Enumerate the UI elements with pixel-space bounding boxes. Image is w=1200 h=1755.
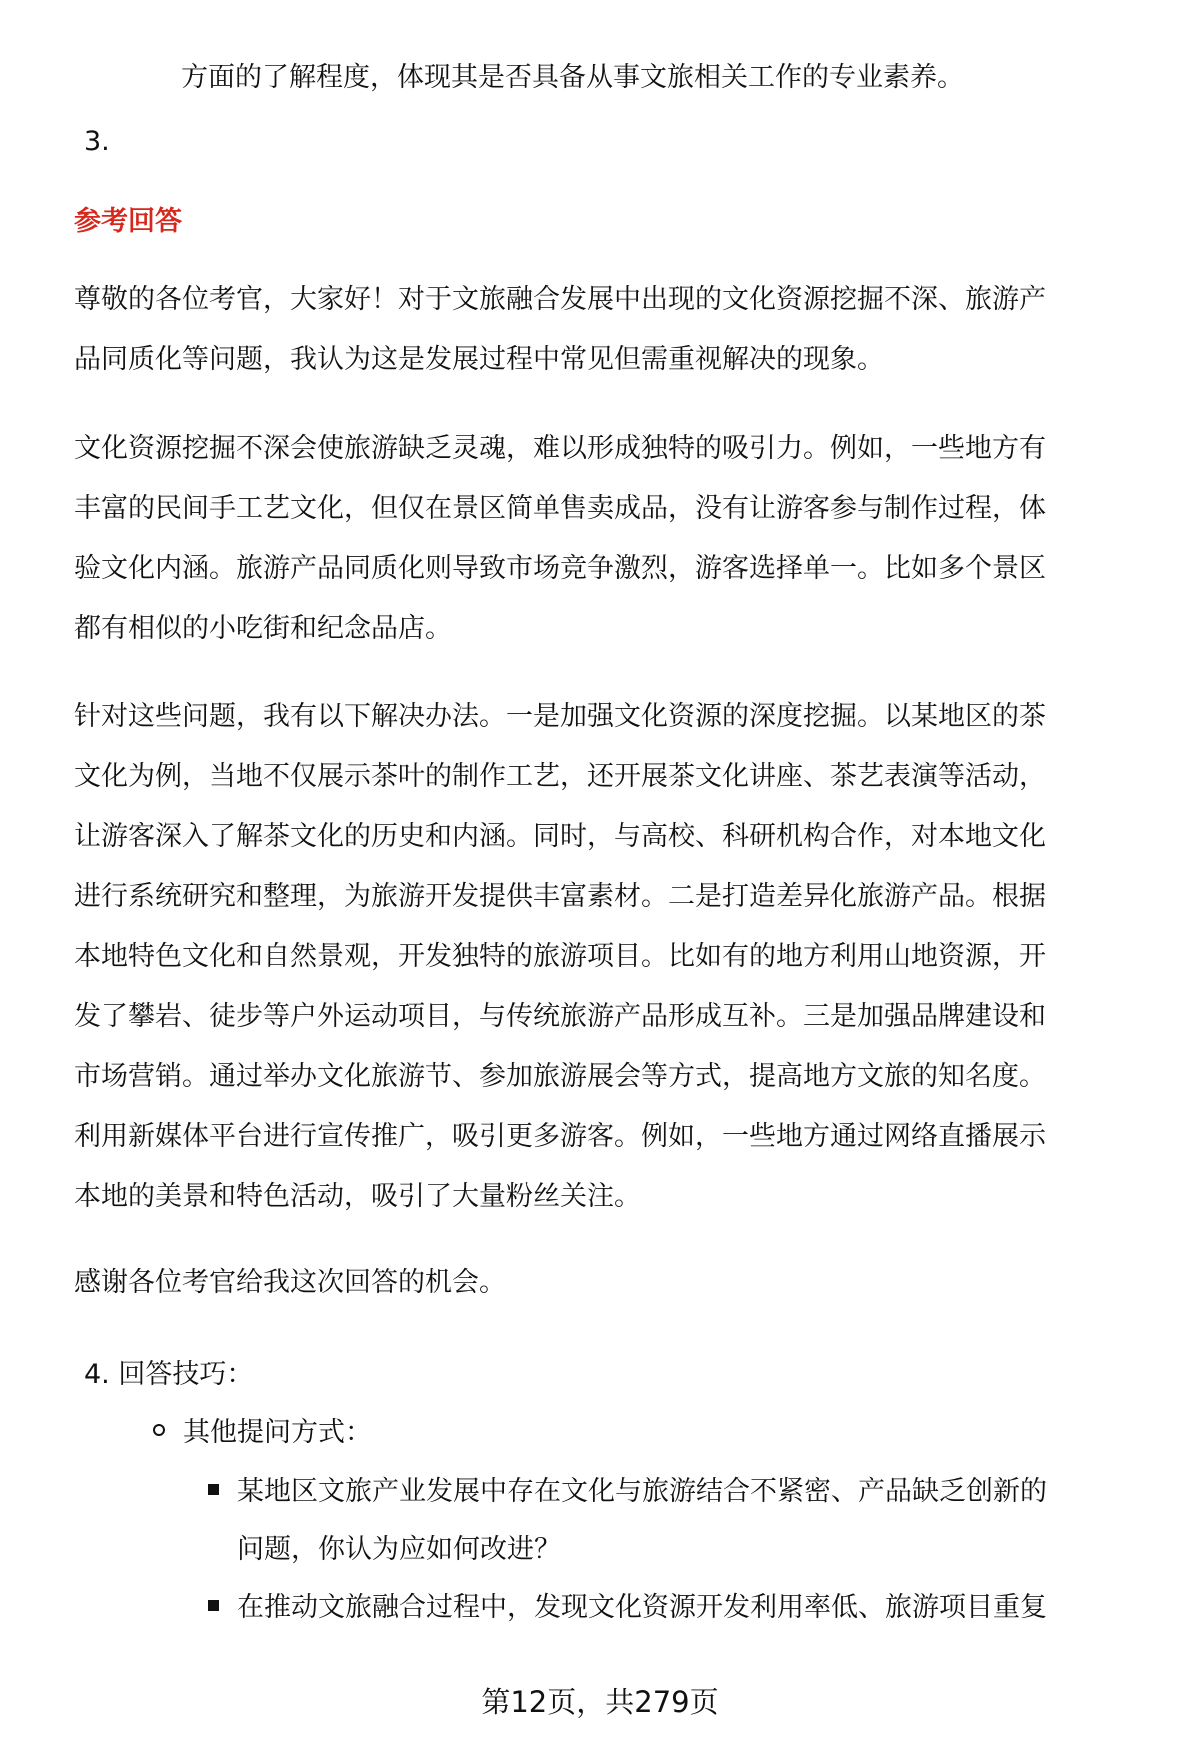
paragraph-line: 针对这些问题，我有以下解决办法。一是加强文化资源的深度挖掘。以某地区的茶: [74, 701, 1046, 732]
paragraph-line: 市场营销。通过举办文化旅游节、参加旅游展会等方式，提高地方文旅的知名度。: [74, 1061, 1046, 1092]
other-questions-label: 其他提问方式：: [183, 1417, 372, 1448]
paragraph-line: 本地特色文化和自然景观，开发独特的旅游项目。比如有的地方利用山地资源，开: [74, 941, 1046, 972]
paragraph-line: 丰富的民间手工艺文化，但仅在景区简单售卖成品，没有让游客参与制作过程，体: [74, 493, 1046, 524]
page-number-footer: 第12页，共279页: [481, 1685, 719, 1719]
paragraph-line: 都有相似的小吃街和纪念品店。: [74, 613, 452, 644]
reference-answer-heading: 参考回答: [74, 206, 182, 237]
answer-paragraph-closing: [74, 1253, 1154, 1313]
alt-question-line: 在推动文旅融合过程中，发现文化资源开发利用率低、旅游项目重复: [237, 1592, 1047, 1623]
answer-paragraph-solutions: [74, 687, 1154, 1227]
paragraph-line: 文化为例，当地不仅展示茶叶的制作工艺，还开展茶文化讲座、茶艺表演等活动，: [74, 761, 1046, 792]
alt-question-line: 某地区文旅产业发展中存在文化与旅游结合不紧密、产品缺乏创新的: [237, 1476, 1047, 1507]
answer-tips-heading: 4. 回答技巧：: [84, 1359, 254, 1390]
paragraph-line: 品同质化等问题，我认为这是发展过程中常见但需重视解决的现象。: [74, 344, 884, 375]
paragraph-line: 文化资源挖掘不深会使旅游缺乏灵魂，难以形成独特的吸引力。例如，一些地方有: [74, 433, 1046, 464]
paragraph-line: 利用新媒体平台进行宣传推广，吸引更多游客。例如，一些地方通过网络直播展示: [74, 1121, 1046, 1152]
paragraph-line: 进行系统研究和整理，为旅游开发提供丰富素材。二是打造差异化旅游产品。根据: [74, 881, 1046, 912]
paragraph-line: 尊敬的各位考官，大家好！对于文旅融合发展中出现的文化资源挖掘不深、旅游产: [74, 284, 1046, 315]
paragraph-line: 本地的美景和特色活动，吸引了大量粉丝关注。: [74, 1181, 641, 1212]
square-bullet-icon: [208, 1600, 219, 1611]
answer-paragraph-analysis: [74, 419, 1154, 659]
alt-question-line: 问题，你认为应如何改进？: [237, 1534, 561, 1565]
square-bullet-icon: [208, 1484, 219, 1495]
paragraph-line: 感谢各位考官给我这次回答的机会。: [74, 1267, 506, 1298]
paragraph-line: 让游客深入了解茶文化的历史和内涵。同时，与高校、科研机构合作，对本地文化: [74, 821, 1046, 852]
paragraph-line: 发了攀岩、徒步等户外运动项目，与传统旅游产品形成互补。三是加强品牌建设和: [74, 1001, 1046, 1032]
item-number-3: 3.: [84, 126, 110, 157]
continued-text-line: 方面的了解程度，体现其是否具备从事文旅相关工作的专业素养。: [181, 62, 964, 93]
circle-bullet-icon: [153, 1424, 165, 1436]
answer-paragraph-greeting: [74, 270, 1154, 390]
paragraph-line: 验文化内涵。旅游产品同质化则导致市场竞争激烈，游客选择单一。比如多个景区: [74, 553, 1046, 584]
